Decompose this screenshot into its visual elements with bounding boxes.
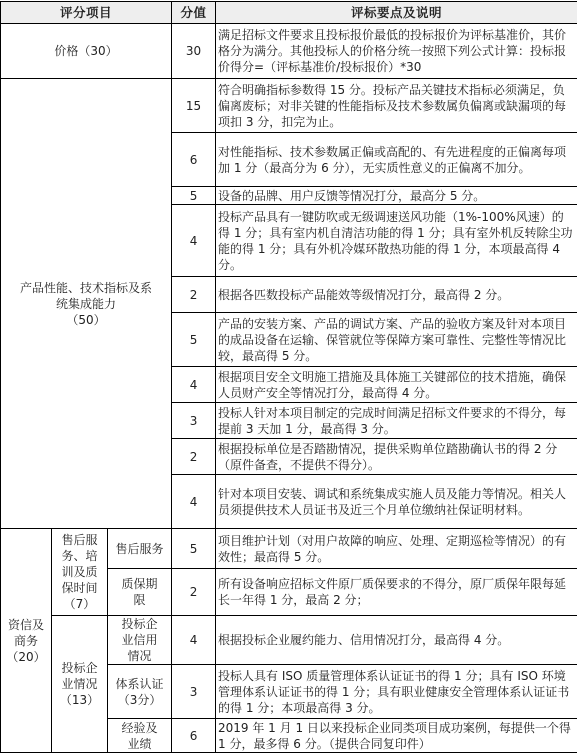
score-cell: 6 [172,133,216,187]
criteria-cell: 产品的安装方案、产品的调试方案、产品的验收方案及针对本项目的成品设备在运输、保管就位等保障方案可靠性、完整性等情况比较，最高得 5 分。 [216,313,577,367]
business-sub: （20） [3,649,49,665]
criteria-cell: 根据各匹数投标产品能效等级情况打分，最高得 2 分。 [216,277,577,313]
score-cell: 2 [172,569,216,616]
score-cell: 15 [172,79,216,133]
score-cell: 4 [172,475,216,529]
enterprise-sub: （13） [54,692,105,708]
criteria-cell: 针对本项目安装、调试和系统集成实施人员及能力等情况。相关人员须提供技术人员证书及近三个月单位缴纳社保证明材料。 [216,475,577,529]
after-sales-category [52,529,108,616]
header-score: 分值 [172,2,216,24]
after-sales-label: 售后服务、培训及质保时间 [54,532,105,596]
score-cell: 6 [172,719,216,753]
criteria-cell: 设备的品牌、用户反馈等情况打分，最高分 5 分。 [216,187,577,205]
criteria-cell: 根据投标单位是否踏勘情况，提供采购单位踏勘确认书的得 2 分（原件备查，不提供不得分）。 [216,439,577,475]
table-row [1,616,577,665]
criteria-cell: 2019 年 1 月 1 日以来投标企业同类项目成功案例，每提供一个得 1 分，最多得 6 分。（提供合同复印件） [216,719,577,753]
table-row [1,529,577,569]
performance-label: 产品性能、技术指标及系统集成能力 [3,280,169,312]
criteria-cell: 投标产品具有一键防吹或无级调速送风功能（1%-100%风速）的得 1 分；具有室内机自清洁功能的得 1 分；具有室外机反转除尘功能的得 1 分；具有外机冷媒环散热功能的得 1 分，本项最高得 4 分。 [216,205,577,277]
sub-item-cell: 质保期限 [108,569,172,616]
score-cell: 3 [172,403,216,439]
header-row [1,2,577,24]
business-label: 资信及商务 [3,617,49,649]
criteria-cell: 所有设备响应招标文件原厂质保要求的不得分，原厂质保年限每延长一年得 1 分，最高 2 分； [216,569,577,616]
criteria-cell: 根据投标企业履约能力、信用情况打分，最高得 4 分。 [216,616,577,665]
price-row [1,24,577,79]
criteria-cell: 项目维护计划（对用户故障的响应、处理、定期巡检等情况）的有效性；最高得 5 分。 [216,529,577,569]
score-cell: 5 [172,313,216,367]
header-criteria: 评标要点及说明 [216,2,577,24]
score-cell: 5 [172,529,216,569]
after-sales-sub: （7） [54,596,105,612]
price-label: 价格（30） [1,24,172,79]
enterprise-category [52,616,108,753]
criteria-cell: 符合明确指标参数得 15 分。投标产品关键技术指标必须满足，负偏离废标；对非关键的性能指标及技术参数属负偏离或缺漏项的每项扣 3 分，扣完为止。 [216,79,577,133]
sub-item-cell: 体系认证（3分） [108,665,172,719]
score-cell: 4 [172,205,216,277]
header-item: 评分项目 [1,2,172,24]
criteria-cell: 投标人具有 ISO 质量管理体系认证证书的得 1 分；具有 ISO 环境管理体系认证证书的得 1 分；具有职业健康安全管理体系认证证书的得 1 分；本项最高得 3 分。 [216,665,577,719]
price-desc: 满足招标文件要求且投标报价最低的投标报价为评标基准价，其价格分为满分。其他投标人的价格分统一按照下列公式计算：投标报价得分=（评标基准价/投标报价）*30 [216,24,577,79]
score-cell: 2 [172,439,216,475]
score-cell: 4 [172,616,216,665]
score-cell: 5 [172,187,216,205]
score-cell: 4 [172,367,216,403]
performance-sub: （50） [3,312,169,328]
sub-item-cell: 售后服务 [108,529,172,569]
scoring-table [0,1,577,753]
business-category [1,529,52,753]
performance-category [1,79,172,529]
sub-item-cell: 投标企业信用情况 [108,616,172,665]
table-row [1,79,577,133]
criteria-cell: 对性能指标、技术参数属正偏或高配的、有先进程度的正偏离每项加 1 分（最高分为 6 分），无实质性意义的正偏离不加分。 [216,133,577,187]
enterprise-label: 投标企业情况 [54,660,105,692]
price-score: 30 [172,24,216,79]
criteria-cell: 根据项目安全文明施工措施及具体施工关键部位的技术措施，确保人员财产安全等情况打分，最高得 4 分。 [216,367,577,403]
criteria-cell: 投标人针对本项目制定的完成时间满足招标文件要求的不得分，每提前 3 天加 1 分，最高得 3 分。 [216,403,577,439]
sub-item-cell: 经验及业绩 [108,719,172,753]
score-cell: 3 [172,665,216,719]
score-cell: 2 [172,277,216,313]
